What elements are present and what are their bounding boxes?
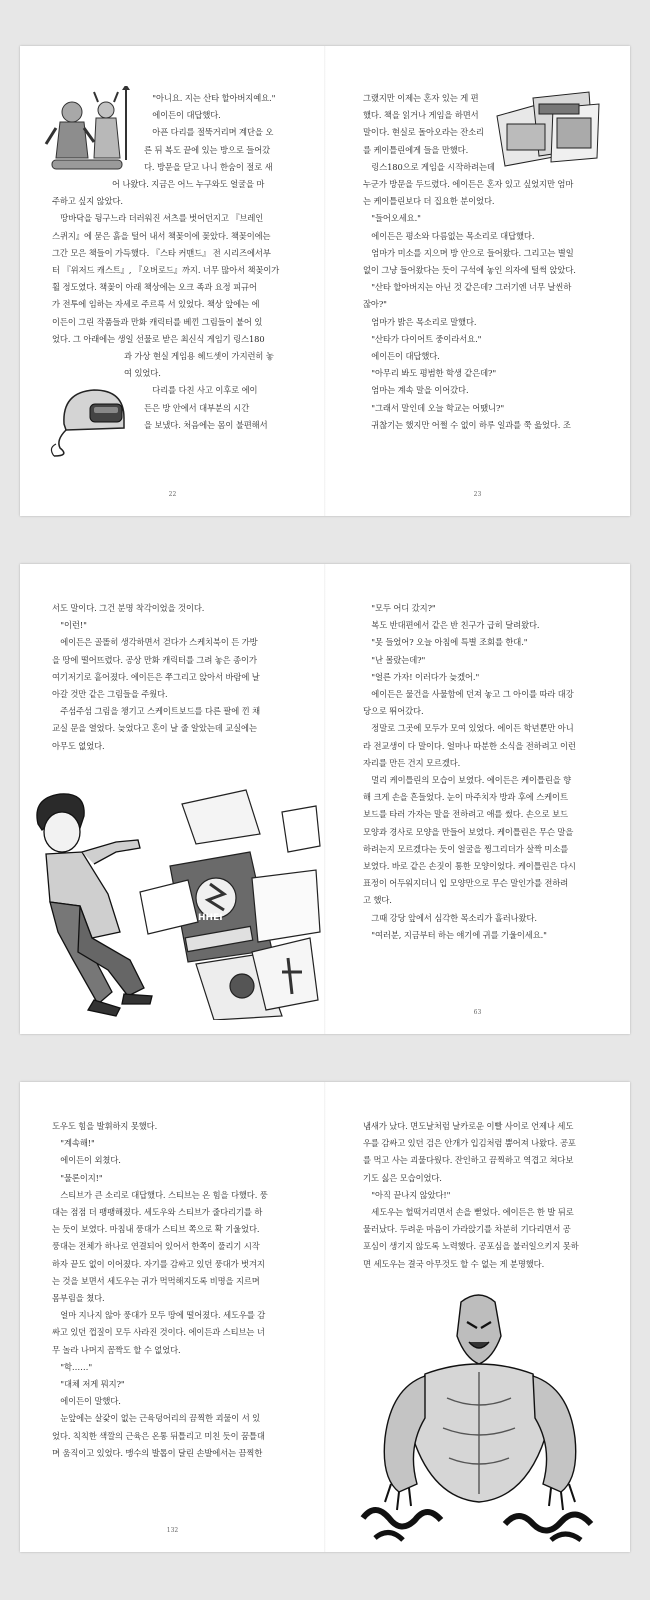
page-text xyxy=(363,600,599,944)
text-line: 잖아?" xyxy=(363,299,387,310)
text-line: 에이든이 대답했다. xyxy=(371,351,440,362)
text-line: 엄마는 계속 말을 이어갔다. xyxy=(371,385,469,396)
text-line: 터 『위저드 캐스트』, 『오버로드』까지. 너무 많아서 책꽂이가 xyxy=(52,265,280,276)
text-line: "그래서 말인데 오늘 학교는 어땠니?" xyxy=(371,402,505,413)
text-line: 아무도 없었다. xyxy=(52,740,105,751)
text-line: 를 먹고 사는 괴물다웠다. 잔인하고 끔찍하고 역겹고 쳐다보 xyxy=(363,1155,574,1166)
text-line: 주하고 싶지 않았다. xyxy=(52,196,123,207)
text-line: 교실 문을 열었다. 늦었다고 혼이 날 줄 알았는데 교실에는 xyxy=(52,723,257,734)
page-text xyxy=(363,1118,599,1273)
page-62 xyxy=(20,564,325,1034)
text-line: 에이든이 외쳤다. xyxy=(60,1155,121,1166)
text-line: "계속해!" xyxy=(60,1138,95,1149)
text-line: 우를 감싸고 있던 검은 안개가 입김처럼 뿜어져 나왔다. 공포 xyxy=(363,1138,576,1149)
text-line: 과 가상 현실 게임용 헤드셋이 가지런히 놓 xyxy=(124,351,274,362)
monster-illustration xyxy=(355,1288,605,1548)
text-line: 정말로 그곳에 모두가 모여 있었다. 에이든 학년뿐만 아니 xyxy=(371,723,574,734)
text-line: "물론이지!" xyxy=(60,1172,103,1183)
text-line: 휠 정도였다. 책꽂이 아래 책상에는 오크 족과 요정 피규어 xyxy=(52,282,257,293)
text-line: 스티브가 큰 소리로 대답했다. 스티브는 온 힘을 다했다. 풍 xyxy=(60,1189,268,1200)
text-line: "산타 할아버지는 아닌 것 같은데? 그러기엔 너무 날씬하 xyxy=(371,282,572,293)
text-line: 서도 말이다. 그건 분명 착각이었을 것이다. xyxy=(52,603,205,613)
text-line: 든은 방 안에서 대부분의 시간 xyxy=(144,402,250,413)
text-line: 는 케이틀린보다 더 집요한 분이었다. xyxy=(363,196,495,207)
text-line: 면 세도우는 결국 아무것도 할 수 없는 게 분명했다. xyxy=(363,1258,545,1269)
text-line: "아무리 봐도 평범한 학생 같은데?" xyxy=(371,368,497,379)
book-spread-3 xyxy=(20,1082,630,1552)
text-line: 라 전교생이 다 말이다. 얼마나 따분한 소식을 전하려고 이런 xyxy=(363,740,576,751)
page-132 xyxy=(20,1082,325,1552)
text-line: 에이든은 골똘히 생각하면서 걷다가 스케치북이 든 가방 xyxy=(60,637,258,648)
dropped-drawings-illustration xyxy=(20,782,325,1020)
text-line: 보드를 타러 가자는 말을 전하려고 애를 썼다. 손으로 보드 xyxy=(363,809,568,820)
text-line: 대는 점점 더 팽팽해졌다. 세도우와 스티브가 줄다리기를 하 xyxy=(52,1207,263,1218)
text-line: 에이든이 말했다. xyxy=(60,1396,121,1407)
text-line: "아니요. 지는 산타 할아버지예요." xyxy=(152,93,276,103)
text-line: 며 움직이고 있었다. 맹수의 발톱이 달린 손발에서는 끔찍한 xyxy=(52,1447,263,1458)
text-line: 자리를 만든 건지 모르겠다. xyxy=(363,757,461,768)
text-line: 하려는지 모르겠다는 듯이 얼굴을 찡그리더가 살짝 미소를 xyxy=(363,843,569,854)
text-line: 풍대는 전체가 하나로 연결되어 있어서 한쪽이 풀리기 시작 xyxy=(52,1241,260,1252)
text-line: 엄마가 미소를 지으며 방 안으로 들어왔다. 그리고는 별일 xyxy=(371,247,574,258)
text-line: 기도 싫은 모습이었다. xyxy=(363,1172,442,1183)
text-line: "모두 어디 갔지?" xyxy=(371,603,436,613)
text-line: 에이든은 물건을 사물함에 던져 놓고 그 아이를 따라 대강 xyxy=(371,689,574,700)
text-line: 무 놀라 나머지 꼼짝도 할 수 없었다. xyxy=(52,1344,181,1355)
book-spread-1 xyxy=(20,46,630,516)
text-line: 싸고 있던 껍질이 모두 사라진 것이다. 에이든과 스티브는 너 xyxy=(52,1327,265,1338)
text-line: 여기저기로 흩어졌다. 에이든은 쭈그리고 앉아서 바람에 날 xyxy=(52,671,260,682)
page-text xyxy=(52,1118,294,1462)
text-line: 그랬지만 이제는 혼자 있는 게 편 xyxy=(363,93,479,103)
text-line: 다리를 다친 사고 이후로 에이 xyxy=(152,385,258,396)
text-line: 다. 방문을 닫고 나니 한숨이 절로 새 xyxy=(144,161,273,172)
text-line: 했다. 책을 읽거나 게임을 하면서 xyxy=(363,110,479,121)
page-number: 63 xyxy=(473,1009,482,1016)
text-line: 에이든은 평소와 다름없는 목소리로 대답했다. xyxy=(371,230,535,241)
text-line: 얼마 지나지 않아 풍대가 모두 땅에 떨어졌다. 세도우를 감 xyxy=(60,1310,266,1321)
page-text xyxy=(52,600,294,755)
page-133 xyxy=(325,1082,630,1552)
text-line: 그때 강당 앞에서 심각한 목소리가 흘러나왔다. xyxy=(371,912,537,923)
text-line: 해 크게 손을 흔들었다. 눈이 마주치자 방과 후에 스케이트 xyxy=(363,792,568,803)
text-line: 포심이 생기지 않도록 노력했다. 공포심을 불러일으키지 못하 xyxy=(363,1241,579,1252)
page-23 xyxy=(325,46,630,516)
text-line: 누군가 방문을 두드렸다. 에이든은 혼자 있고 싶었지만 엄마 xyxy=(363,179,574,190)
text-line: 말이다. 현실로 돌아오라는 잔소리 xyxy=(363,127,484,138)
text-line: 었다. 그 아래에는 생일 선물로 받은 최신식 게임기 링스180 xyxy=(52,333,265,344)
text-line: "얼른 가자! 이러다가 늦겠어." xyxy=(371,671,480,682)
text-line: 고 했다. xyxy=(363,895,392,906)
text-line: "아직 끝나지 않았다!" xyxy=(371,1189,451,1200)
text-line: 아갈 것만 같은 그림들을 주웠다. xyxy=(52,689,168,700)
text-line: "여러분, 지금부터 하는 얘기에 귀를 기울이세요." xyxy=(371,929,547,940)
text-line: 을 땅에 떨어뜨렸다. 공상 만화 캐릭터를 그려 놓은 종이가 xyxy=(52,654,257,665)
text-line: 모양과 경사로 모양을 만들어 보였다. 케이틀린은 무슨 말을 xyxy=(363,826,574,837)
text-line: 었다. 칙칙한 색깔의 근육은 온통 뒤틀리고 미친 듯이 꿈틀대 xyxy=(52,1430,265,1441)
text-line: 귀찮기는 했지만 어쩔 수 없이 하루 일과를 쭉 읊었다. 조 xyxy=(371,419,571,430)
text-line: 복도 반대편에서 같은 반 친구가 급히 달려왔다. xyxy=(371,620,540,631)
text-line: 없이 그냥 들어왔다는 듯이 구석에 놓인 의자에 털썩 앉았다. xyxy=(363,265,576,276)
text-line: 에이든이 대답했다. xyxy=(152,110,221,121)
text-line: 아픈 다리를 절뚝거리며 계단을 오 xyxy=(152,127,274,138)
text-line: 여 있었다. xyxy=(124,368,161,379)
text-line: "들어오세요." xyxy=(371,213,421,224)
text-line: "난 몰랐는데?" xyxy=(371,654,426,665)
text-line: 보였다. 바로 같은 손짓이 통한 모양이었다. 케이틀린은 다시 xyxy=(363,861,576,872)
board-logo-text: HHEI xyxy=(198,913,223,923)
text-line: 주섬주섬 그림을 챙기고 스케이트보드를 다른 팔에 낀 채 xyxy=(60,706,261,717)
text-line: 른 뒤 복도 끝에 있는 방으로 들어갔 xyxy=(144,144,271,155)
text-line: 눈앞에는 살갗이 없는 근육덩어리의 끔찍한 괴물이 서 있 xyxy=(60,1413,261,1424)
text-line: 멀리 케이틀린의 모습이 보였다. 에이든은 케이틀린을 향 xyxy=(371,775,572,786)
text-line: 가 전투에 임하는 자세로 주르륵 서 있었다. 책상 앞에는 에 xyxy=(52,299,260,310)
text-line: 링스180으로 게임을 시작하려는데 xyxy=(371,161,495,172)
text-line: 냄새가 났다. 면도날처럼 날카로운 이빨 사이로 언제나 세도 xyxy=(363,1121,574,1131)
text-line: 이든이 그린 작품들과 만화 캐릭터를 베낀 그림들이 붙어 있 xyxy=(52,316,263,327)
text-line: "산타가 다이어트 중이라서요." xyxy=(371,333,482,344)
text-line: 세도우는 헐떡거리면서 손을 뻗었다. 에이든은 한 발 뒤로 xyxy=(371,1207,574,1218)
text-line: 땅바닥을 뒹구느라 더러워진 셔츠를 벗어던지고 『브레인 xyxy=(60,213,264,224)
text-line: 스퀴지』에 묻은 흙을 털어 내서 책꽂이에 꽂았다. 책꽂이에는 xyxy=(52,230,271,241)
text-line: "이런!" xyxy=(60,620,87,631)
text-line: 하자 끝도 없이 이어졌다. 자기를 감싸고 있던 풍대가 벗겨지 xyxy=(52,1258,265,1269)
page-text xyxy=(363,90,599,434)
text-line: "못 들었어? 오늘 아침에 특별 조회를 한대." xyxy=(371,637,528,648)
text-line: 표정이 어두워지더니 입 모양만으로 무슨 말인가를 전하려 xyxy=(363,878,569,889)
text-line: 를 케이틀린에게 들을 만했다. xyxy=(363,144,469,155)
page-number: 132 xyxy=(166,1527,179,1534)
text-line: "대체 저게 뭐지?" xyxy=(60,1379,125,1390)
text-line: 엄마가 밝은 목소리로 말했다. xyxy=(371,316,477,327)
text-line: 당으로 뛰어갔다. xyxy=(363,706,424,717)
text-line: "학……" xyxy=(60,1361,93,1372)
page-number: 23 xyxy=(473,491,482,498)
text-line: 도우도 힘을 발휘하지 못했다. xyxy=(52,1121,158,1131)
text-line: 물러났다. 두려운 마음이 가라앉기를 차분히 기다리면서 공 xyxy=(363,1224,571,1235)
page-text xyxy=(52,90,292,434)
page-22 xyxy=(20,46,325,516)
text-line: 몸부림을 쳤다. xyxy=(52,1293,105,1304)
text-line: 는 듯이 보였다. 마침내 풍대가 스티브 쪽으로 확 기울었다. xyxy=(52,1224,260,1235)
text-line: 어 나왔다. 지금은 어느 누구와도 얼굴을 마 xyxy=(112,179,265,190)
text-line: 그간 모은 책들이 가득했다. 『스타 커맨드』 전 시리즈에서부 xyxy=(52,247,271,258)
text-line: 는 것을 보면서 세도우는 귀가 먹먹해지도록 비명을 지르며 xyxy=(52,1275,260,1286)
page-63 xyxy=(325,564,630,1034)
page-number: 22 xyxy=(168,491,177,498)
text-line: 을 보냈다. 처음에는 몸이 불편해서 xyxy=(144,419,268,430)
book-spread-2 xyxy=(20,564,630,1034)
